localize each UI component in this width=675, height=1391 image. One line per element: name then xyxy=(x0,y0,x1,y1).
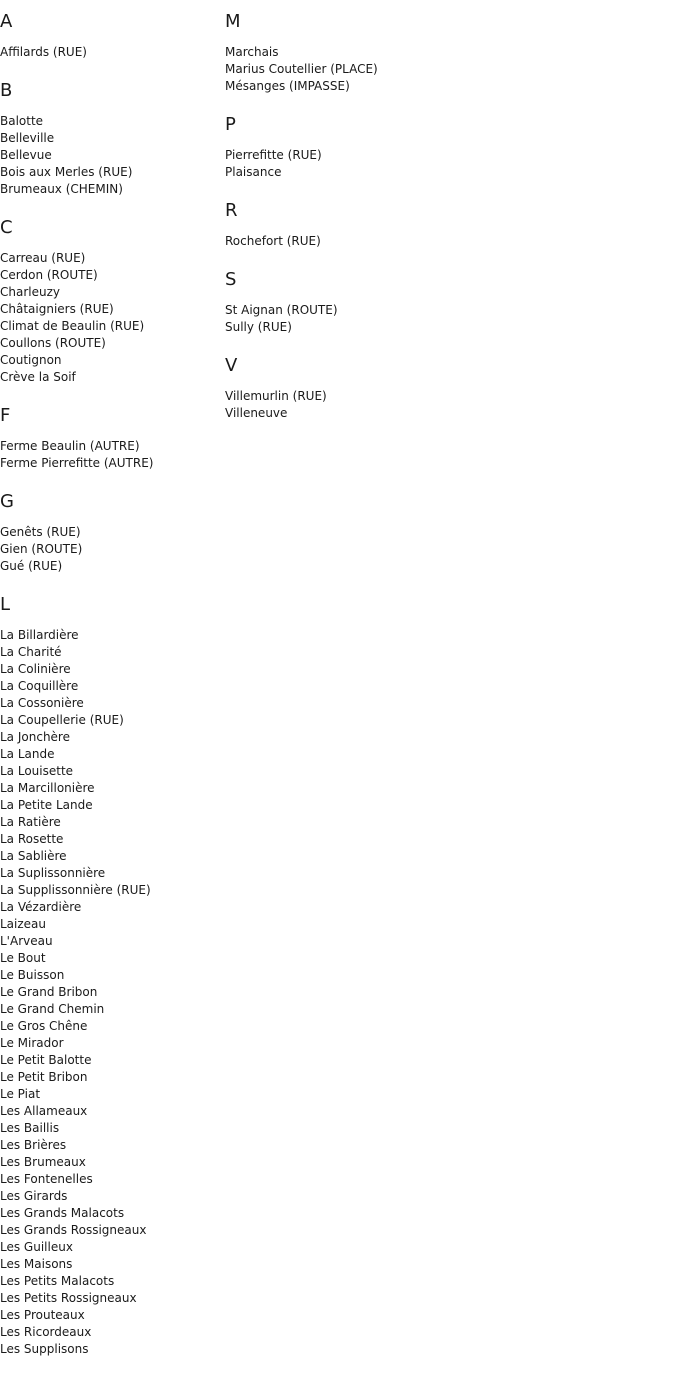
left-column xyxy=(0,0,225,1378)
street-item[interactable]: Gien (ROUTE) xyxy=(0,542,83,556)
letter-section-a xyxy=(0,12,225,61)
street-item[interactable]: La Colinière xyxy=(0,662,71,676)
street-list xyxy=(225,44,525,95)
street-item[interactable]: Les Prouteaux xyxy=(0,1308,85,1322)
street-item[interactable]: Les Allameaux xyxy=(0,1104,88,1118)
letter-heading: C xyxy=(0,217,13,238)
letter-heading: M xyxy=(225,11,241,32)
street-list xyxy=(0,44,225,61)
street-item[interactable]: Les Supplisons xyxy=(0,1342,89,1356)
street-item[interactable]: Les Maisons xyxy=(0,1257,73,1271)
street-list xyxy=(0,627,225,1358)
street-item[interactable]: Pierrefitte (RUE) xyxy=(225,148,322,162)
street-item[interactable]: Climat de Beaulin (RUE) xyxy=(0,319,145,333)
street-item[interactable]: Les Brumeaux xyxy=(0,1155,86,1169)
street-item[interactable]: Cerdon (ROUTE) xyxy=(0,268,98,282)
street-item[interactable]: Villemurlin (RUE) xyxy=(225,389,327,403)
street-item[interactable]: Charleuzy xyxy=(0,285,60,299)
street-item[interactable]: Mésanges (IMPASSE) xyxy=(225,79,350,93)
right-column xyxy=(225,0,525,442)
street-item[interactable]: La Coupellerie (RUE) xyxy=(0,713,124,727)
street-item[interactable]: La Sablière xyxy=(0,849,67,863)
street-item[interactable]: Les Petits Malacots xyxy=(0,1274,115,1288)
street-item[interactable]: Les Petits Rossigneaux xyxy=(0,1291,137,1305)
street-item[interactable]: Affilards (RUE) xyxy=(0,45,87,59)
street-list xyxy=(225,233,525,250)
street-item[interactable]: Les Fontenelles xyxy=(0,1172,93,1186)
street-item[interactable]: Les Guilleux xyxy=(0,1240,73,1254)
street-item[interactable]: La Cossonière xyxy=(0,696,84,710)
street-item[interactable]: Gué (RUE) xyxy=(0,559,63,573)
street-item[interactable]: Le Gros Chêne xyxy=(0,1019,88,1033)
letter-section-l xyxy=(0,595,225,1358)
street-item[interactable]: Le Petit Balotte xyxy=(0,1053,92,1067)
street-list xyxy=(225,147,525,181)
street-item[interactable]: Les Baillis xyxy=(0,1121,60,1135)
street-item[interactable]: Le Bout xyxy=(0,951,46,965)
street-item[interactable]: La Billardière xyxy=(0,628,79,642)
street-item[interactable]: La Rosette xyxy=(0,832,64,846)
street-item[interactable]: Châtaigniers (RUE) xyxy=(0,302,114,316)
letter-section-r xyxy=(225,201,525,250)
street-item[interactable]: St Aignan (ROUTE) xyxy=(225,303,338,317)
street-item[interactable]: Marchais xyxy=(225,45,279,59)
street-list xyxy=(0,524,225,575)
street-item[interactable]: La Petite Lande xyxy=(0,798,93,812)
letter-section-g xyxy=(0,492,225,575)
letter-heading: F xyxy=(0,405,11,426)
letter-heading: B xyxy=(0,80,13,101)
street-list xyxy=(0,438,225,472)
street-item[interactable]: La Supplissonnière (RUE) xyxy=(0,883,151,897)
letter-section-f xyxy=(0,406,225,472)
street-item[interactable]: La Coquillère xyxy=(0,679,79,693)
street-item[interactable]: Coutignon xyxy=(0,353,62,367)
street-item[interactable]: Le Grand Bribon xyxy=(0,985,98,999)
street-item[interactable]: Les Grands Rossigneaux xyxy=(0,1223,147,1237)
street-item[interactable]: Brumeaux (CHEMIN) xyxy=(0,182,123,196)
letter-section-b xyxy=(0,81,225,198)
letter-section-m xyxy=(225,12,525,95)
street-item[interactable]: L'Arveau xyxy=(0,934,53,948)
street-item[interactable]: Les Grands Malacots xyxy=(0,1206,125,1220)
letter-heading: P xyxy=(225,114,236,135)
street-item[interactable]: Balotte xyxy=(0,114,44,128)
letter-heading: S xyxy=(225,269,237,290)
street-item[interactable]: La Louisette xyxy=(0,764,74,778)
street-item[interactable]: Marius Coutellier (PLACE) xyxy=(225,62,378,76)
street-item[interactable]: Le Petit Bribon xyxy=(0,1070,88,1084)
street-item[interactable]: Les Brières xyxy=(0,1138,67,1152)
street-item[interactable]: Ferme Pierrefitte (AUTRE) xyxy=(0,456,154,470)
letter-heading: V xyxy=(225,355,238,376)
street-item[interactable]: Villeneuve xyxy=(225,406,288,420)
street-item[interactable]: Ferme Beaulin (AUTRE) xyxy=(0,439,140,453)
letter-section-c xyxy=(0,218,225,386)
street-item[interactable]: Crève la Soif xyxy=(0,370,76,384)
street-item[interactable]: La Vézardière xyxy=(0,900,82,914)
letter-heading: A xyxy=(0,11,13,32)
street-item[interactable]: La Jonchère xyxy=(0,730,70,744)
street-item[interactable]: Le Buisson xyxy=(0,968,65,982)
street-item[interactable]: La Lande xyxy=(0,747,55,761)
street-item[interactable]: Le Grand Chemin xyxy=(0,1002,105,1016)
letter-heading: G xyxy=(0,491,14,512)
street-item[interactable]: Sully (RUE) xyxy=(225,320,292,334)
street-item[interactable]: Carreau (RUE) xyxy=(0,251,86,265)
street-list xyxy=(0,250,225,386)
street-item[interactable]: Plaisance xyxy=(225,165,282,179)
street-item[interactable]: La Ratière xyxy=(0,815,61,829)
street-item[interactable]: Le Mirador xyxy=(0,1036,64,1050)
letter-heading: L xyxy=(0,594,11,615)
street-item[interactable]: Belleville xyxy=(0,131,55,145)
street-list xyxy=(225,302,525,336)
letter-section-v xyxy=(225,356,525,422)
street-list xyxy=(225,388,525,422)
street-list xyxy=(0,113,225,198)
street-item[interactable]: La Charité xyxy=(0,645,62,659)
street-item[interactable]: Bellevue xyxy=(0,148,52,162)
letter-heading: R xyxy=(225,200,238,221)
street-item[interactable]: Rochefort (RUE) xyxy=(225,234,321,248)
street-item[interactable]: La Suplissonnière xyxy=(0,866,106,880)
street-item[interactable]: Les Ricordeaux xyxy=(0,1325,92,1339)
street-item[interactable]: Le Piat xyxy=(0,1087,41,1101)
street-item[interactable]: Les Girards xyxy=(0,1189,68,1203)
letter-section-s xyxy=(225,270,525,336)
street-item[interactable]: Laizeau xyxy=(0,917,47,931)
street-item[interactable]: Bois aux Merles (RUE) xyxy=(0,165,133,179)
letter-section-p xyxy=(225,115,525,181)
street-item[interactable]: La Marcillonière xyxy=(0,781,95,795)
street-item[interactable]: Genêts (RUE) xyxy=(0,525,81,539)
street-item[interactable]: Coullons (ROUTE) xyxy=(0,336,106,350)
